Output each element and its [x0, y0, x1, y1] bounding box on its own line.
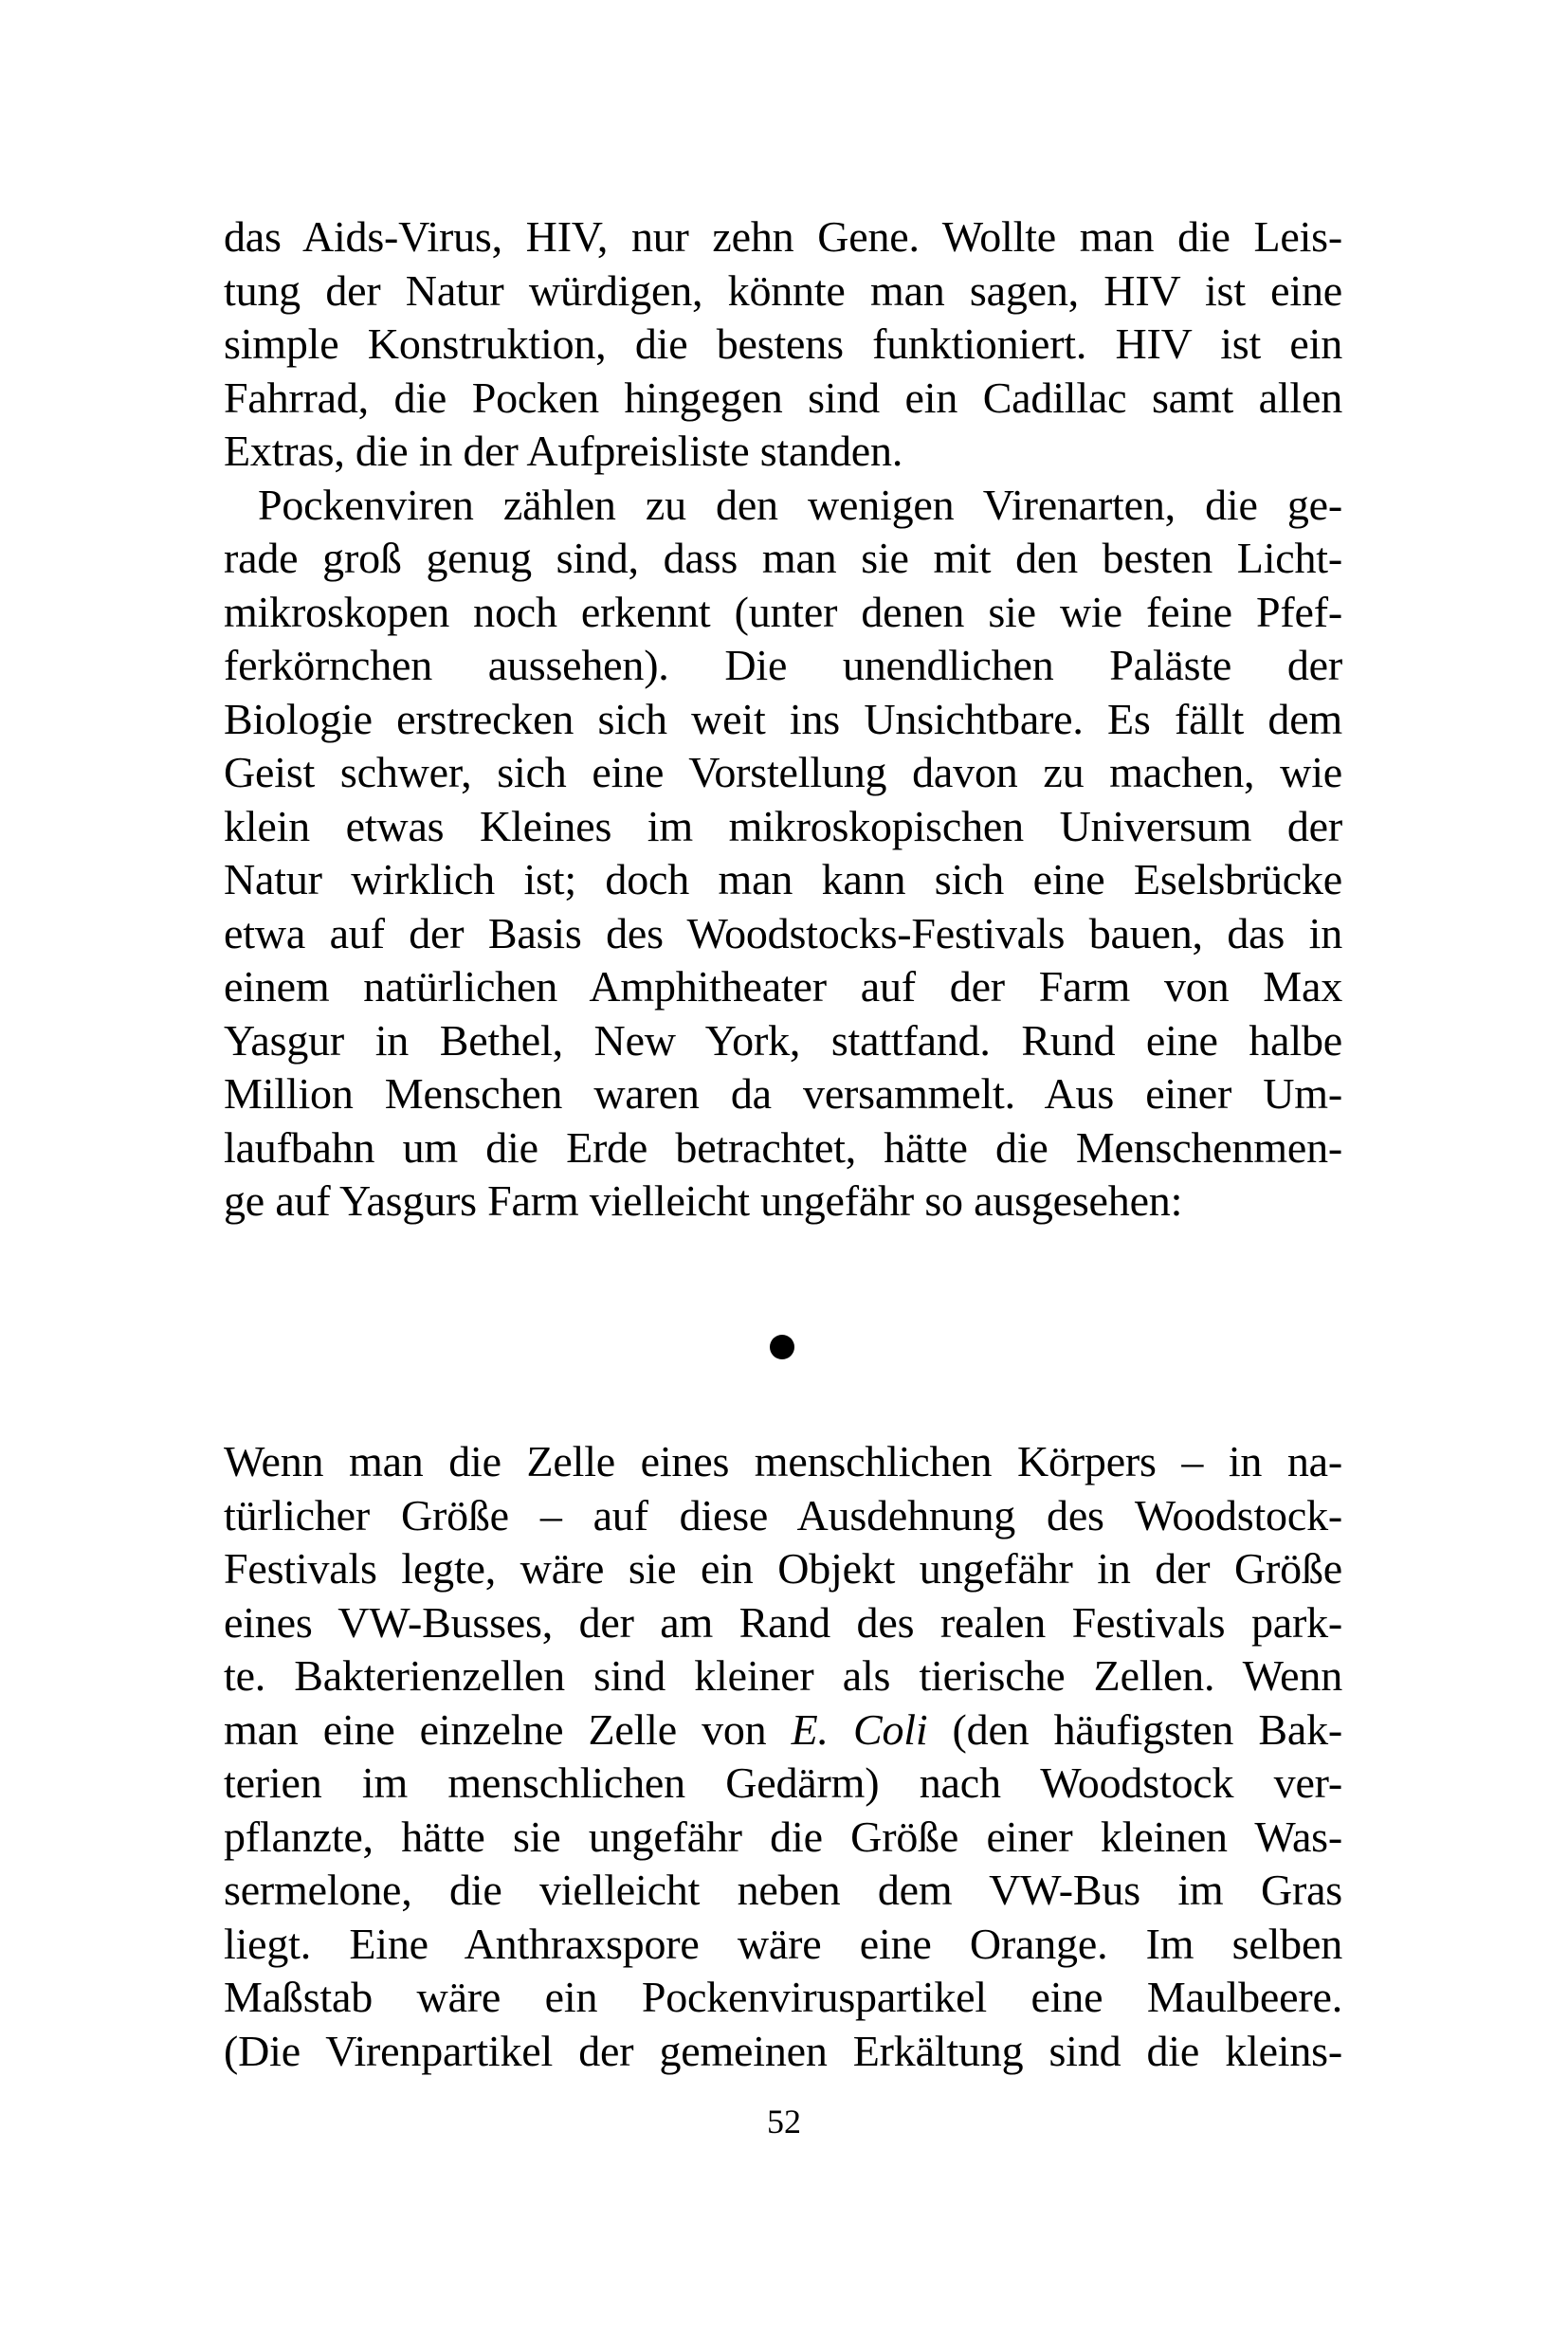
- text-line: Geist schwer, sich eine Vorstellung davon zu machen, wie: [224, 748, 1342, 796]
- text-line: Wenn man die Zelle eines menschlichen Körpers – in na-: [224, 1437, 1342, 1485]
- paragraph-1: [224, 210, 1342, 479]
- text-line: etwa auf der Basis des Woodstocks-Festivals bauen, das in: [224, 908, 1342, 957]
- text-block-top: [224, 210, 1342, 1229]
- text-line: türlicher Größe – auf diese Ausdehnung des Woodstock-: [224, 1490, 1342, 1539]
- text-line: einem natürlichen Amphitheater auf der Farm von Max: [224, 962, 1342, 1011]
- text-line: (Die Virenpartikel der gemeinen Erkältung sind die kleins-: [224, 2026, 1342, 2075]
- text-line: pflanzte, hätte sie ungefähr die Größe einer kleinen Was-: [224, 1812, 1342, 1861]
- text-line: Pockenviren zählen zu den wenigen Virenarten, die ge-: [258, 480, 1342, 529]
- text-line: te. Bakterienzellen sind kleiner als tierische Zellen. Wenn: [224, 1651, 1342, 1700]
- text-line: sermelone, die vielleicht neben dem VW-Bus im Gras: [224, 1866, 1342, 1914]
- text-line: mikroskopen noch erkennt (unter denen sie wie feine Pfef-: [224, 587, 1342, 636]
- text-line: Festivals legte, wäre sie ein Objekt ungefähr in der Größe: [224, 1544, 1342, 1593]
- text-line: Maßstab wäre ein Pockenviruspartikel eine Maulbeere.: [224, 1973, 1342, 2021]
- text-line: liegt. Eine Anthraxspore wäre eine Orange. Im selben: [224, 1919, 1342, 1968]
- text-line: klein etwas Kleines im mikroskopischen Universum der: [224, 801, 1342, 850]
- text-line: Yasgur in Bethel, New York, stattfand. Rund eine halbe: [224, 1015, 1342, 1065]
- text-line: tung der Natur würdigen, könnte man sagen, HIV ist eine: [224, 265, 1342, 315]
- text-line: Extras, die in der Aufpreisliste standen.: [224, 427, 903, 475]
- text-block-bottom: [224, 1435, 1342, 2078]
- text-line: eines VW-Busses, der am Rand des realen Festivals park-: [224, 1597, 1342, 1647]
- text-line: Natur wirklich ist; doch man kann sich eine Eselsbrücke: [224, 855, 1342, 903]
- paragraph-2: [224, 479, 1342, 1229]
- text-line: Fahrrad, die Pocken hingegen sind ein Cadillac samt allen: [224, 373, 1342, 422]
- text-line: Million Menschen waren da versammelt. Aus einer Um-: [224, 1069, 1342, 1118]
- text-line: das Aids-Virus, HIV, nur zehn Gene. Wollte man die Leis-: [224, 212, 1342, 261]
- text-fragment: man eine einzelne Zelle von: [224, 1704, 792, 1754]
- page-number: 52: [767, 2103, 801, 2141]
- text-fragment: (den häufigsten Bak-: [927, 1704, 1342, 1754]
- text-line: terien im menschlichen Gedärm) nach Woodstock ver-: [224, 1758, 1342, 1807]
- text-line: Biologie erstrecken sich weit ins Unsichtbare. Es fällt dem: [224, 694, 1342, 743]
- text-line: simple Konstruktion, die bestens funktioniert. HIV ist ein: [224, 319, 1342, 368]
- text-line: ge auf Yasgurs Farm vielleicht ungefähr so ausgesehen:: [224, 1176, 1183, 1225]
- paragraph-3: [224, 1435, 1342, 2078]
- text-line: rade groß genug sind, dass man sie mit den besten Licht-: [224, 534, 1342, 582]
- text-line: ferkörnchen aussehen). Die unendlichen Paläste der: [224, 641, 1342, 689]
- text-line-with-italic: [224, 1703, 1342, 1758]
- text-line: laufbahn um die Erde betrachtet, hätte die Menschenmen-: [224, 1122, 1342, 1172]
- crowd-dot-illustration: [770, 1335, 794, 1359]
- species-name-italic: E. Coli: [791, 1704, 928, 1754]
